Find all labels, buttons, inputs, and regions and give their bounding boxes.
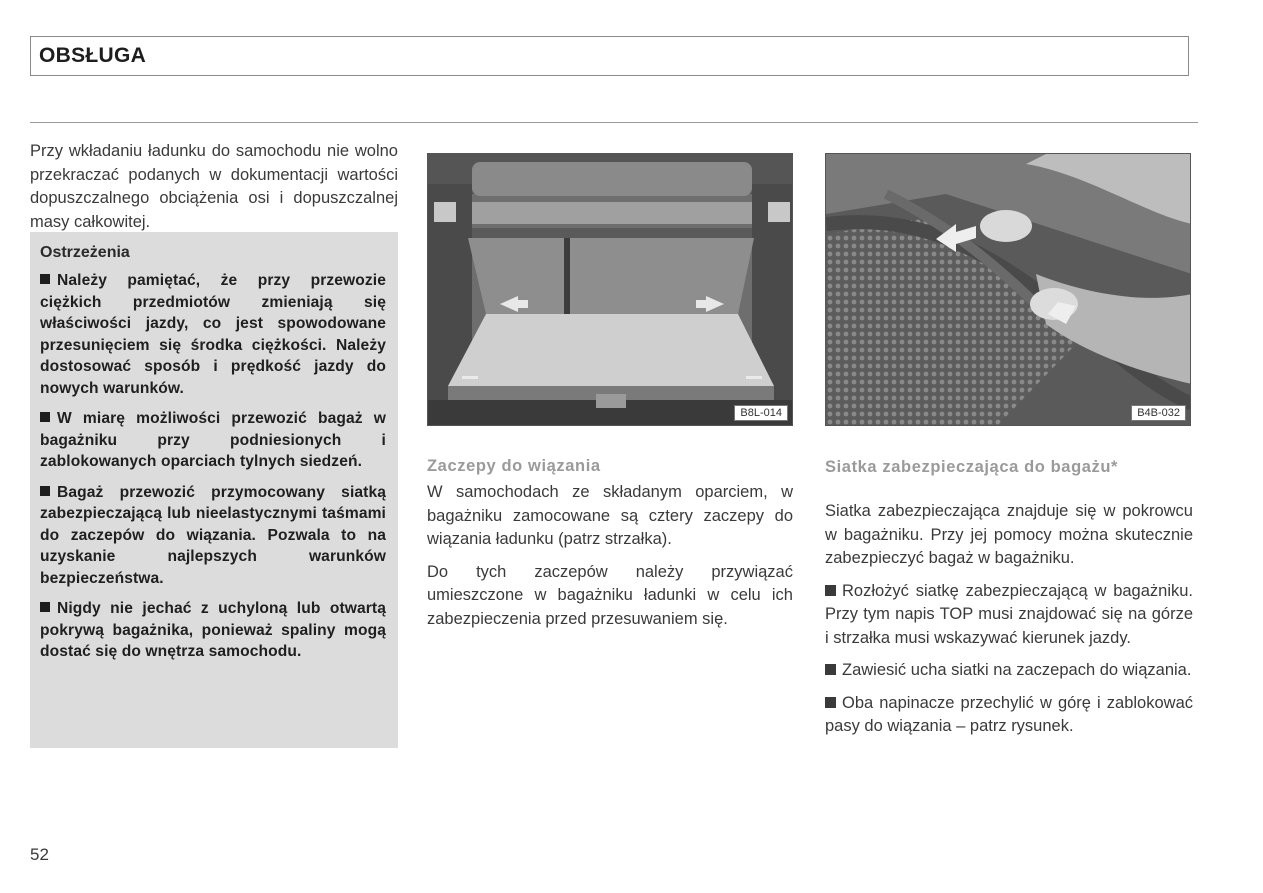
section-title-tie-down-hooks: Zaczepy do wiązania bbox=[427, 457, 601, 475]
bullet-icon bbox=[40, 274, 50, 284]
page-number: 52 bbox=[30, 845, 49, 864]
step-item: Oba napinacze przechylić w górę i zablokować pasy do wiązania – patrz rysunek. bbox=[825, 693, 1193, 735]
warning-item: Należy pamiętać, że przy przewozie ciężkich przedmiotów zmieniają się właściwości jazdy, co jest spowodowane przesunięciem się środka ciężkości. Należy dostosować sposób i prędkość jazdy do nowych warunków. bbox=[40, 272, 386, 397]
bullet-icon bbox=[825, 664, 836, 675]
luggage-net-figure bbox=[825, 153, 1191, 426]
paragraph: Do tych zaczepów należy przywiązać umieszczone w bagażniku ładunki w celu ich zabezpieczenia przed przesuwaniem się. bbox=[427, 562, 793, 628]
warning-title: Ostrzeżenia bbox=[40, 244, 130, 261]
bullet-icon bbox=[40, 602, 50, 612]
warning-item: Nigdy nie jechać z uchyloną lub otwartą pokrywą bagażnika, ponieważ spaliny mogą dostać się do wnętrza samochodu. bbox=[40, 600, 386, 660]
luggage-net-illustration bbox=[826, 154, 1191, 426]
intro-paragraph: Przy wkładaniu ładunku do samochodu nie wolno przekraczać podanych w dokumentacji wartości dopuszczalnego obciążenia osi i dopuszczalnej masy całkowitej. bbox=[30, 142, 398, 231]
step-item: Zawiesić ucha siatki na zaczepach do wiązania. bbox=[825, 659, 1193, 683]
paragraph: Siatka zabezpieczająca znajduje się w pokrowcu w bagażniku. Przy jej pomocy można skutecznie zabezpieczyć bagaż w bagażniku. bbox=[825, 502, 1193, 567]
warning-item: Bagaż przewozić przymocowany siatką zabezpieczającą lub nieelastycznymi taśmami do zaczepów do wiązania. Pozwala to na uzyskanie najlepszych warunków bezpieczeństwa. bbox=[40, 483, 386, 587]
trunk-illustration bbox=[428, 154, 793, 426]
bullet-icon bbox=[825, 585, 836, 596]
bullet-icon bbox=[825, 697, 836, 708]
header-divider bbox=[30, 122, 1198, 123]
page-header-title: OBSŁUGA bbox=[39, 44, 147, 67]
figure-label: B4B-032 bbox=[1131, 405, 1186, 421]
bullet-icon bbox=[40, 412, 50, 422]
trunk-tie-down-figure bbox=[427, 153, 793, 426]
paragraph: W samochodach ze składanym oparciem, w bagażniku zamocowane są cztery zaczepy do wiązania ładunku (patrz strzałka). bbox=[427, 483, 793, 548]
tie-down-hooks-text bbox=[427, 481, 793, 640]
warning-item: W miarę możliwości przewozić bagaż w bagażniku przy podniesionych i zablokowanych oparciach tylnych siedzeń. bbox=[40, 410, 386, 470]
warning-box bbox=[30, 232, 398, 748]
luggage-net-text bbox=[825, 500, 1193, 748]
header-box bbox=[30, 36, 1189, 76]
bullet-icon bbox=[40, 486, 50, 496]
section-title-luggage-net: Siatka zabezpieczająca do bagażu* bbox=[825, 458, 1119, 476]
step-item: Rozłożyć siatkę zabezpieczającą w bagażniku. Przy tym napis TOP musi znajdować się na górze i strzałka musi wskazywać kierunek jazdy. bbox=[825, 581, 1193, 647]
figure-label: B8L-014 bbox=[734, 405, 788, 421]
